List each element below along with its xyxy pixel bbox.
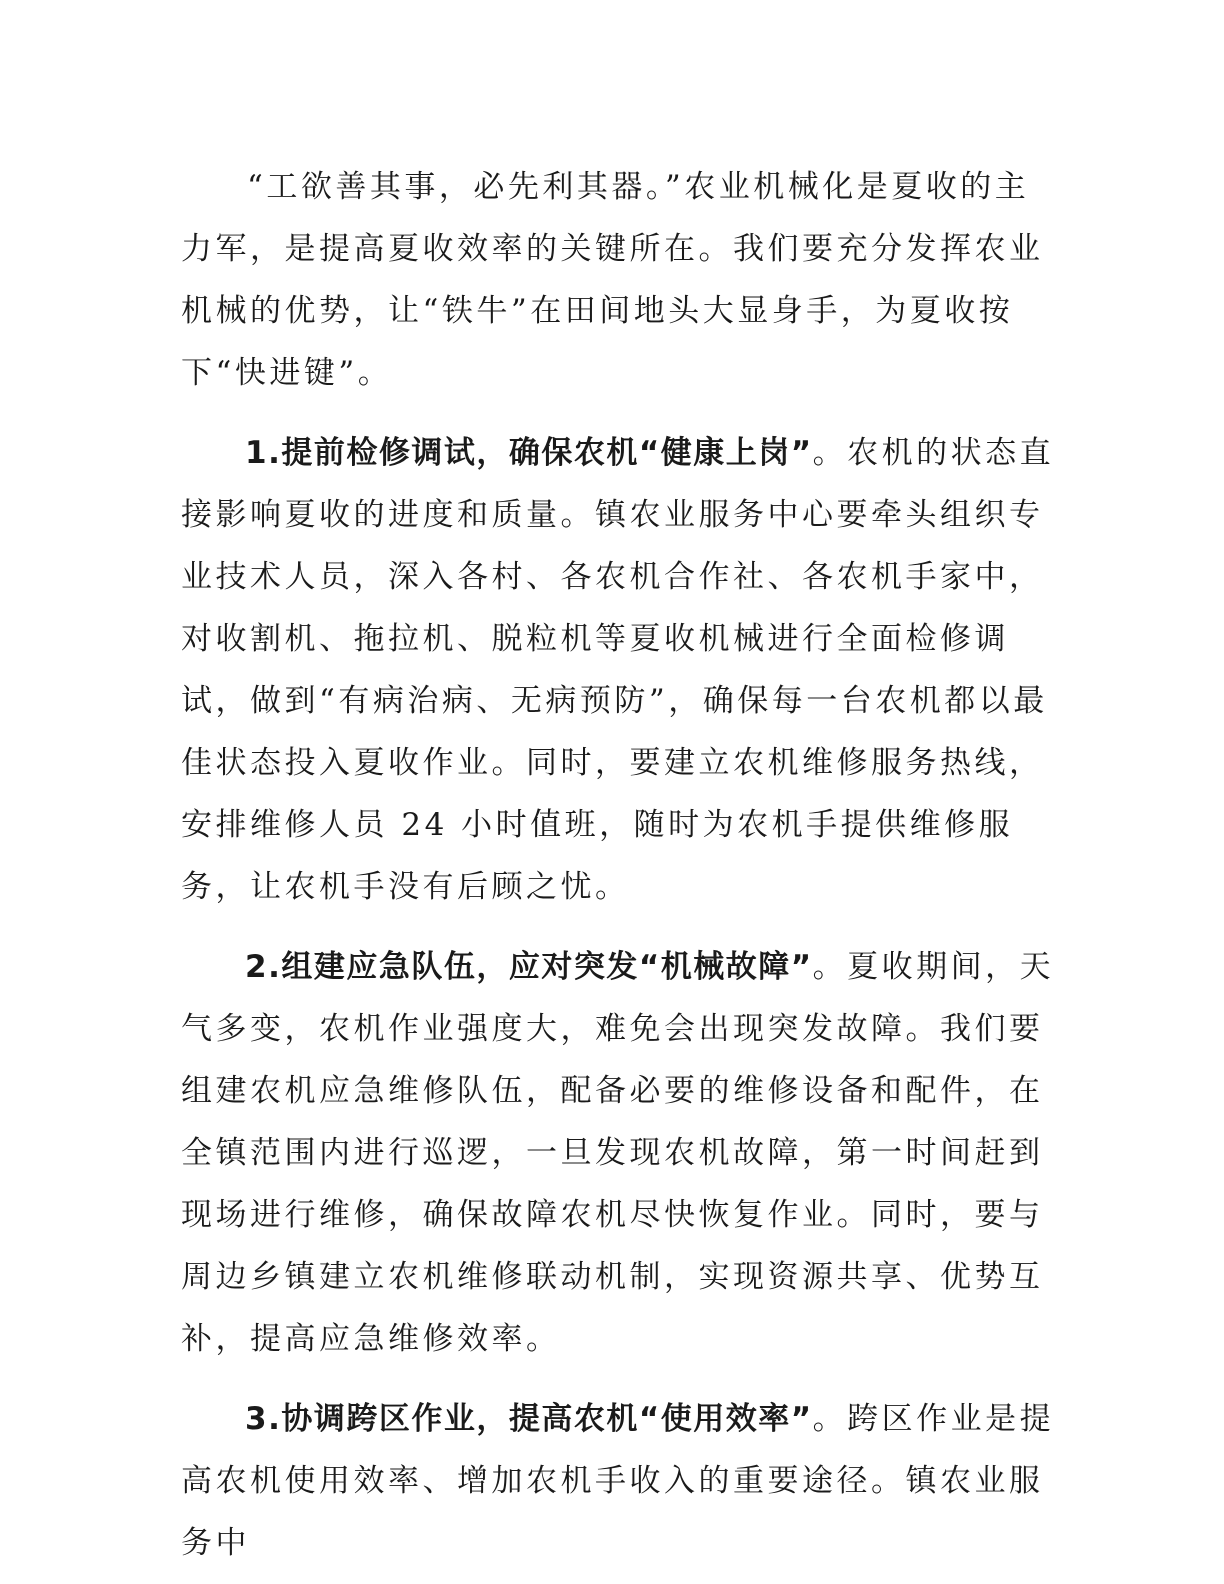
section-paragraph-3 [181,1388,1061,1574]
section-heading-2: 2.组建应急队伍，应对突发“机械故障” [245,949,813,985]
section-heading-1: 1.提前检修调试，确保农机“健康上岗” [245,435,813,471]
section-paragraph-2 [181,936,1061,1370]
section-text-2: 。夏收期间，天气多变，农机作业强度大，难免会出现突发故障。我们要组建农机应急维修队伍，配备必要的维修设备和配件，在全镇范围内进行巡逻，一旦发现农机故障，第一时间赶到现场进行维修，确保故障农机尽快恢复作业。同时，要与周边乡镇建立农机维修联动机制，实现资源共享、优势互补，提高应急维修效率。 [181,949,1055,1357]
document-body [181,156,1061,1574]
section-paragraph-1 [181,422,1061,918]
intro-paragraph [181,156,1061,404]
intro-text: “工欲善其事，必先利其器。”农业机械化是夏收的主力军，是提高夏收效率的关键所在。我们要充分发挥农业机械的优势，让“铁牛”在田间地头大显身手，为夏收按下“快进键”。 [181,169,1044,391]
section-heading-3: 3.协调跨区作业，提高农机“使用效率” [245,1401,813,1437]
section-text-1: 。农机的状态直接影响夏收的进度和质量。镇农业服务中心要牵头组织专业技术人员，深入各村、各农机合作社、各农机手家中，对收割机、拖拉机、脱粒机等夏收机械进行全面检修调试，做到“有病治病、无病预防”，确保每一台农机都以最佳状态投入夏收作业。同时，要建立农机维修服务热线，安排维修人员 24 小时值班，随时为农机手提供维修服务，让农机手没有后顾之忧。 [181,435,1055,905]
section-text-3: 。跨区作业是提高农机使用效率、增加农机手收入的重要途径。镇农业服务中 [181,1401,1055,1561]
